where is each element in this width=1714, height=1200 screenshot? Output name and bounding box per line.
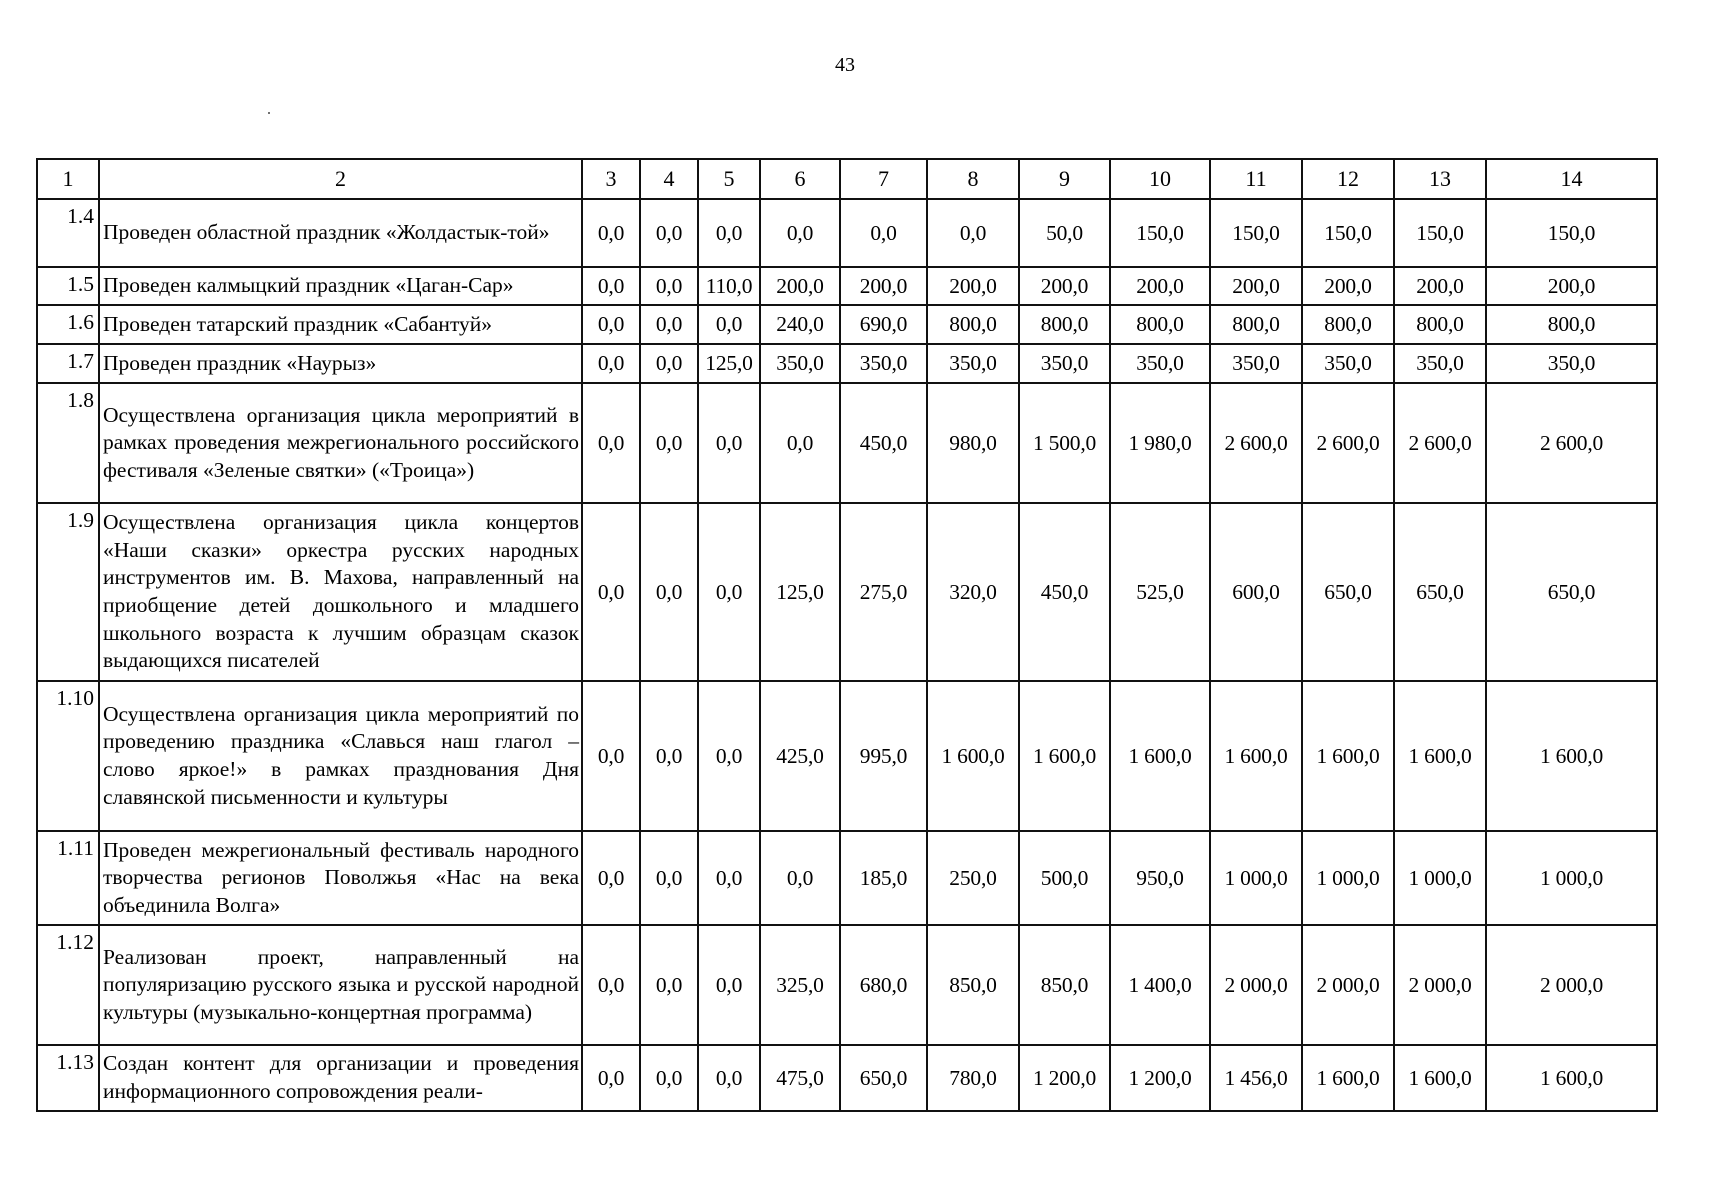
- value-cell: 1 600,0: [1302, 1045, 1394, 1111]
- value-cell: 780,0: [927, 1045, 1019, 1111]
- value-cell: 690,0: [840, 305, 927, 344]
- value-cell: 980,0: [927, 383, 1019, 503]
- value-cell: 0,0: [927, 199, 1019, 267]
- value-cell: 0,0: [640, 344, 698, 383]
- value-cell: 0,0: [698, 1045, 760, 1111]
- row-description: Проведен калмыцкий праздник «Цаган-Сар»: [99, 267, 582, 305]
- value-cell: 0,0: [582, 831, 640, 925]
- value-cell: 650,0: [840, 1045, 927, 1111]
- value-cell: 250,0: [927, 831, 1019, 925]
- value-cell: 0,0: [582, 925, 640, 1045]
- row-number: 1.9: [37, 503, 99, 681]
- value-cell: 350,0: [840, 344, 927, 383]
- value-cell: 1 600,0: [1486, 1045, 1657, 1111]
- value-cell: 0,0: [640, 267, 698, 305]
- value-cell: 200,0: [1394, 267, 1486, 305]
- value-cell: 350,0: [1019, 344, 1110, 383]
- value-cell: 1 600,0: [927, 681, 1019, 831]
- value-cell: 150,0: [1110, 199, 1210, 267]
- value-cell: 0,0: [840, 199, 927, 267]
- value-cell: 200,0: [1210, 267, 1302, 305]
- value-cell: 150,0: [1210, 199, 1302, 267]
- table-row: [37, 1045, 1657, 1111]
- value-cell: 150,0: [1394, 199, 1486, 267]
- value-cell: 680,0: [840, 925, 927, 1045]
- value-cell: 350,0: [927, 344, 1019, 383]
- value-cell: 1 200,0: [1110, 1045, 1210, 1111]
- value-cell: 450,0: [1019, 503, 1110, 681]
- value-cell: 0,0: [582, 267, 640, 305]
- value-cell: 1 980,0: [1110, 383, 1210, 503]
- value-cell: 0,0: [582, 503, 640, 681]
- column-header: 14: [1486, 159, 1657, 199]
- value-cell: 125,0: [760, 503, 840, 681]
- value-cell: 850,0: [927, 925, 1019, 1045]
- value-cell: 0,0: [640, 925, 698, 1045]
- value-cell: 0,0: [640, 1045, 698, 1111]
- value-cell: 800,0: [1210, 305, 1302, 344]
- value-cell: 0,0: [698, 503, 760, 681]
- row-description: Проведен областной праздник «Жолдастык-той»: [99, 199, 582, 267]
- row-number: 1.6: [37, 305, 99, 344]
- value-cell: 1 600,0: [1110, 681, 1210, 831]
- row-number: 1.10: [37, 681, 99, 831]
- value-cell: 275,0: [840, 503, 927, 681]
- row-description: Осуществлена организация цикла мероприятий в рамках проведения межрегионального российского фестиваля «Зеленые святки» («Троица»): [99, 383, 582, 503]
- column-header: 3: [582, 159, 640, 199]
- row-description: Создан контент для организации и проведения информационного сопровождения реали-: [99, 1045, 582, 1111]
- value-cell: 600,0: [1210, 503, 1302, 681]
- column-header: 8: [927, 159, 1019, 199]
- value-cell: 2 000,0: [1302, 925, 1394, 1045]
- value-cell: 350,0: [760, 344, 840, 383]
- column-header: 2: [99, 159, 582, 199]
- value-cell: 475,0: [760, 1045, 840, 1111]
- column-header: 13: [1394, 159, 1486, 199]
- table-row: [37, 344, 1657, 383]
- value-cell: 320,0: [927, 503, 1019, 681]
- value-cell: 185,0: [840, 831, 927, 925]
- value-cell: 0,0: [640, 503, 698, 681]
- row-description: Проведен праздник «Наурыз»: [99, 344, 582, 383]
- value-cell: 2 600,0: [1486, 383, 1657, 503]
- value-cell: 125,0: [698, 344, 760, 383]
- value-cell: 0,0: [698, 925, 760, 1045]
- value-cell: 0,0: [640, 831, 698, 925]
- table-row: [37, 925, 1657, 1045]
- data-table: [36, 158, 1658, 1112]
- value-cell: 2 000,0: [1210, 925, 1302, 1045]
- column-header: 1: [37, 159, 99, 199]
- row-number: 1.13: [37, 1045, 99, 1111]
- row-number: 1.7: [37, 344, 99, 383]
- value-cell: 0,0: [640, 383, 698, 503]
- scan-speck: [268, 112, 270, 114]
- value-cell: 0,0: [640, 305, 698, 344]
- value-cell: 50,0: [1019, 199, 1110, 267]
- value-cell: 0,0: [582, 344, 640, 383]
- value-cell: 650,0: [1302, 503, 1394, 681]
- value-cell: 0,0: [760, 831, 840, 925]
- value-cell: 2 600,0: [1302, 383, 1394, 503]
- row-number: 1.4: [37, 199, 99, 267]
- value-cell: 200,0: [1019, 267, 1110, 305]
- value-cell: 995,0: [840, 681, 927, 831]
- value-cell: 2 600,0: [1210, 383, 1302, 503]
- value-cell: 800,0: [1486, 305, 1657, 344]
- value-cell: 425,0: [760, 681, 840, 831]
- value-cell: 240,0: [760, 305, 840, 344]
- column-header: 12: [1302, 159, 1394, 199]
- row-description: Осуществлена организация цикла мероприятий по проведению праздника «Славься наш глагол – слово яркое!» в рамках празднования Дня славянской письменности и культуры: [99, 681, 582, 831]
- value-cell: 0,0: [640, 681, 698, 831]
- value-cell: 0,0: [582, 383, 640, 503]
- value-cell: 200,0: [1302, 267, 1394, 305]
- value-cell: 1 600,0: [1302, 681, 1394, 831]
- value-cell: 850,0: [1019, 925, 1110, 1045]
- value-cell: 350,0: [1486, 344, 1657, 383]
- value-cell: 800,0: [1019, 305, 1110, 344]
- value-cell: 1 600,0: [1394, 1045, 1486, 1111]
- table-row: [37, 831, 1657, 925]
- value-cell: 800,0: [1394, 305, 1486, 344]
- value-cell: 0,0: [698, 305, 760, 344]
- value-cell: 0,0: [698, 383, 760, 503]
- value-cell: 200,0: [927, 267, 1019, 305]
- column-header: 11: [1210, 159, 1302, 199]
- table-row: [37, 305, 1657, 344]
- value-cell: 2 000,0: [1486, 925, 1657, 1045]
- value-cell: 525,0: [1110, 503, 1210, 681]
- row-number: 1.5: [37, 267, 99, 305]
- value-cell: 800,0: [927, 305, 1019, 344]
- value-cell: 110,0: [698, 267, 760, 305]
- value-cell: 1 000,0: [1394, 831, 1486, 925]
- value-cell: 1 600,0: [1394, 681, 1486, 831]
- table-row: [37, 681, 1657, 831]
- value-cell: 200,0: [840, 267, 927, 305]
- page-number: 43: [835, 54, 855, 76]
- value-cell: 450,0: [840, 383, 927, 503]
- row-description: Осуществлена организация цикла концертов «Наши сказки» оркестра русских народных инструментов им. В. Махова, направленный на приобщение детей дошкольного и младшего школьного возраста к лучшим образцам сказок выдающихся писателей: [99, 503, 582, 681]
- row-number: 1.11: [37, 831, 99, 925]
- value-cell: 800,0: [1110, 305, 1210, 344]
- column-header: 6: [760, 159, 840, 199]
- value-cell: 1 600,0: [1210, 681, 1302, 831]
- value-cell: 650,0: [1394, 503, 1486, 681]
- value-cell: 0,0: [698, 681, 760, 831]
- value-cell: 0,0: [698, 199, 760, 267]
- value-cell: 650,0: [1486, 503, 1657, 681]
- table-row: [37, 383, 1657, 503]
- value-cell: 1 000,0: [1302, 831, 1394, 925]
- row-description: Проведен татарский праздник «Сабантуй»: [99, 305, 582, 344]
- value-cell: 200,0: [1486, 267, 1657, 305]
- value-cell: 350,0: [1302, 344, 1394, 383]
- value-cell: 0,0: [698, 831, 760, 925]
- value-cell: 0,0: [760, 383, 840, 503]
- table-row: [37, 503, 1657, 681]
- value-cell: 950,0: [1110, 831, 1210, 925]
- value-cell: 350,0: [1210, 344, 1302, 383]
- value-cell: 0,0: [760, 199, 840, 267]
- value-cell: 150,0: [1302, 199, 1394, 267]
- value-cell: 150,0: [1486, 199, 1657, 267]
- value-cell: 350,0: [1110, 344, 1210, 383]
- value-cell: 1 600,0: [1019, 681, 1110, 831]
- row-description: Проведен межрегиональный фестиваль народного творчества регионов Поволжья «Нас на века объединила Волга»: [99, 831, 582, 925]
- value-cell: 350,0: [1394, 344, 1486, 383]
- column-header: 4: [640, 159, 698, 199]
- value-cell: 200,0: [760, 267, 840, 305]
- table-row: [37, 199, 1657, 267]
- value-cell: 1 000,0: [1210, 831, 1302, 925]
- column-header: 5: [698, 159, 760, 199]
- row-number: 1.8: [37, 383, 99, 503]
- value-cell: 1 456,0: [1210, 1045, 1302, 1111]
- column-header: 7: [840, 159, 927, 199]
- row-description: Реализован проект, направленный на популяризацию русского языка и русской народной культуры (музыкально-концертная программа): [99, 925, 582, 1045]
- column-header: 9: [1019, 159, 1110, 199]
- value-cell: 0,0: [582, 681, 640, 831]
- value-cell: 1 400,0: [1110, 925, 1210, 1045]
- value-cell: 800,0: [1302, 305, 1394, 344]
- value-cell: 0,0: [582, 305, 640, 344]
- value-cell: 1 500,0: [1019, 383, 1110, 503]
- value-cell: 325,0: [760, 925, 840, 1045]
- value-cell: 2 000,0: [1394, 925, 1486, 1045]
- column-header: 10: [1110, 159, 1210, 199]
- row-number: 1.12: [37, 925, 99, 1045]
- value-cell: 1 600,0: [1486, 681, 1657, 831]
- table-row: [37, 267, 1657, 305]
- value-cell: 1 000,0: [1486, 831, 1657, 925]
- value-cell: 1 200,0: [1019, 1045, 1110, 1111]
- value-cell: 0,0: [582, 1045, 640, 1111]
- value-cell: 0,0: [582, 199, 640, 267]
- value-cell: 500,0: [1019, 831, 1110, 925]
- header-row: [37, 159, 1657, 199]
- value-cell: 0,0: [640, 199, 698, 267]
- value-cell: 200,0: [1110, 267, 1210, 305]
- value-cell: 2 600,0: [1394, 383, 1486, 503]
